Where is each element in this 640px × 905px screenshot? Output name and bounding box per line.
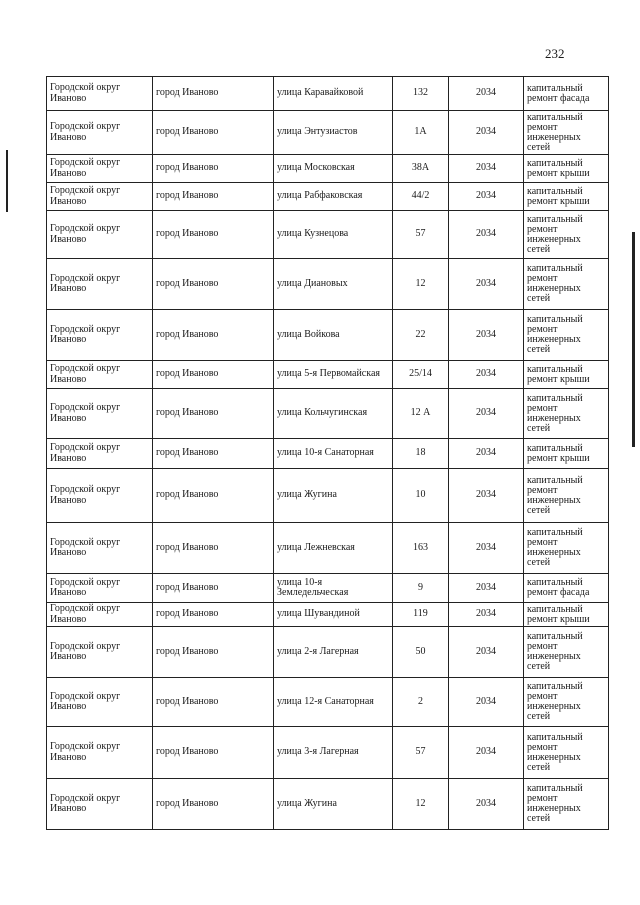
cell-city: город Иваново bbox=[153, 111, 274, 155]
cell-house: 18 bbox=[393, 439, 449, 469]
cell-house: 25/14 bbox=[393, 361, 449, 389]
table-row bbox=[47, 211, 609, 259]
cell-year: 2034 bbox=[449, 469, 524, 523]
cell-work: капитальный ремонт инженерных сетей bbox=[524, 469, 609, 523]
cell-year: 2034 bbox=[449, 678, 524, 727]
cell-district: Городской округ Иваново bbox=[47, 77, 153, 111]
cell-street: улица Энтузиастов bbox=[274, 111, 393, 155]
cell-city: город Иваново bbox=[153, 678, 274, 727]
table-row bbox=[47, 155, 609, 183]
cell-work: капитальный ремонт фасада bbox=[524, 77, 609, 111]
cell-district: Городской округ Иваново bbox=[47, 574, 153, 603]
cell-street: улица Кольчугинская bbox=[274, 389, 393, 439]
cell-district: Городской округ Иваново bbox=[47, 439, 153, 469]
cell-work: капитальный ремонт крыши bbox=[524, 361, 609, 389]
cell-city: город Иваново bbox=[153, 155, 274, 183]
cell-district: Городской округ Иваново bbox=[47, 727, 153, 779]
cell-year: 2034 bbox=[449, 779, 524, 830]
cell-street: улица 10-я Земледельческая bbox=[274, 574, 393, 603]
table-body bbox=[47, 77, 609, 830]
table-row bbox=[47, 779, 609, 830]
cell-house: 9 bbox=[393, 574, 449, 603]
cell-work: капитальный ремонт инженерных сетей bbox=[524, 523, 609, 574]
table-row bbox=[47, 603, 609, 627]
repair-schedule-table bbox=[46, 76, 609, 830]
table-row bbox=[47, 469, 609, 523]
cell-house: 44/2 bbox=[393, 183, 449, 211]
table-row bbox=[47, 259, 609, 310]
cell-district: Городской округ Иваново bbox=[47, 389, 153, 439]
table-row bbox=[47, 77, 609, 111]
cell-city: город Иваново bbox=[153, 439, 274, 469]
cell-house: 12 А bbox=[393, 389, 449, 439]
cell-year: 2034 bbox=[449, 310, 524, 361]
cell-city: город Иваново bbox=[153, 259, 274, 310]
cell-work: капитальный ремонт инженерных сетей bbox=[524, 211, 609, 259]
cell-work: капитальный ремонт инженерных сетей bbox=[524, 627, 609, 678]
cell-district: Городской округ Иваново bbox=[47, 361, 153, 389]
cell-year: 2034 bbox=[449, 211, 524, 259]
cell-street: улица Каравайковой bbox=[274, 77, 393, 111]
cell-year: 2034 bbox=[449, 523, 524, 574]
cell-work: капитальный ремонт инженерных сетей bbox=[524, 779, 609, 830]
cell-year: 2034 bbox=[449, 111, 524, 155]
cell-city: город Иваново bbox=[153, 469, 274, 523]
cell-house: 22 bbox=[393, 310, 449, 361]
cell-district: Городской округ Иваново bbox=[47, 779, 153, 830]
cell-house: 132 bbox=[393, 77, 449, 111]
cell-year: 2034 bbox=[449, 627, 524, 678]
cell-district: Городской округ Иваново bbox=[47, 678, 153, 727]
cell-district: Городской округ Иваново bbox=[47, 469, 153, 523]
cell-house: 12 bbox=[393, 779, 449, 830]
cell-city: город Иваново bbox=[153, 523, 274, 574]
cell-house: 12 bbox=[393, 259, 449, 310]
cell-city: город Иваново bbox=[153, 77, 274, 111]
cell-city: город Иваново bbox=[153, 310, 274, 361]
cell-house: 38А bbox=[393, 155, 449, 183]
cell-district: Городской округ Иваново bbox=[47, 211, 153, 259]
cell-city: город Иваново bbox=[153, 779, 274, 830]
cell-street: улица 2-я Лагерная bbox=[274, 627, 393, 678]
cell-district: Городской округ Иваново bbox=[47, 111, 153, 155]
cell-street: улица Шувандиной bbox=[274, 603, 393, 627]
cell-city: город Иваново bbox=[153, 211, 274, 259]
cell-house: 10 bbox=[393, 469, 449, 523]
cell-house: 163 bbox=[393, 523, 449, 574]
cell-street: улица Лежневская bbox=[274, 523, 393, 574]
cell-work: капитальный ремонт фасада bbox=[524, 574, 609, 603]
cell-work: капитальный ремонт инженерных сетей bbox=[524, 727, 609, 779]
cell-street: улица Кузнецова bbox=[274, 211, 393, 259]
cell-house: 57 bbox=[393, 211, 449, 259]
table-row bbox=[47, 310, 609, 361]
cell-year: 2034 bbox=[449, 389, 524, 439]
table-row bbox=[47, 727, 609, 779]
scan-mark-right bbox=[632, 232, 635, 447]
table-row bbox=[47, 111, 609, 155]
cell-work: капитальный ремонт крыши bbox=[524, 603, 609, 627]
cell-district: Городской округ Иваново bbox=[47, 310, 153, 361]
cell-street: улица Диановых bbox=[274, 259, 393, 310]
cell-city: город Иваново bbox=[153, 603, 274, 627]
cell-work: капитальный ремонт крыши bbox=[524, 155, 609, 183]
table-row bbox=[47, 439, 609, 469]
cell-house: 119 bbox=[393, 603, 449, 627]
cell-work: капитальный ремонт инженерных сетей bbox=[524, 389, 609, 439]
scan-mark-left bbox=[6, 150, 8, 212]
cell-city: город Иваново bbox=[153, 389, 274, 439]
cell-year: 2034 bbox=[449, 183, 524, 211]
cell-city: город Иваново bbox=[153, 627, 274, 678]
cell-house: 57 bbox=[393, 727, 449, 779]
table-row bbox=[47, 389, 609, 439]
cell-house: 50 bbox=[393, 627, 449, 678]
cell-city: город Иваново bbox=[153, 574, 274, 603]
cell-work: капитальный ремонт крыши bbox=[524, 183, 609, 211]
cell-year: 2034 bbox=[449, 574, 524, 603]
cell-work: капитальный ремонт инженерных сетей bbox=[524, 111, 609, 155]
cell-district: Городской округ Иваново bbox=[47, 155, 153, 183]
table-row bbox=[47, 574, 609, 603]
cell-year: 2034 bbox=[449, 155, 524, 183]
cell-district: Городской округ Иваново bbox=[47, 603, 153, 627]
cell-district: Городской округ Иваново bbox=[47, 523, 153, 574]
cell-street: улица Жугина bbox=[274, 469, 393, 523]
cell-street: улица 3-я Лагерная bbox=[274, 727, 393, 779]
cell-work: капитальный ремонт инженерных сетей bbox=[524, 678, 609, 727]
cell-street: улица Рабфаковская bbox=[274, 183, 393, 211]
cell-year: 2034 bbox=[449, 77, 524, 111]
page-number: 232 bbox=[545, 46, 565, 61]
cell-district: Городской округ Иваново bbox=[47, 183, 153, 211]
cell-work: капитальный ремонт крыши bbox=[524, 439, 609, 469]
cell-year: 2034 bbox=[449, 361, 524, 389]
cell-year: 2034 bbox=[449, 439, 524, 469]
cell-year: 2034 bbox=[449, 603, 524, 627]
table-row bbox=[47, 627, 609, 678]
cell-work: капитальный ремонт инженерных сетей bbox=[524, 310, 609, 361]
cell-street: улица 5-я Первомайская bbox=[274, 361, 393, 389]
cell-district: Городской округ Иваново bbox=[47, 627, 153, 678]
cell-street: улица Московская bbox=[274, 155, 393, 183]
cell-year: 2034 bbox=[449, 727, 524, 779]
cell-work: капитальный ремонт инженерных сетей bbox=[524, 259, 609, 310]
cell-city: город Иваново bbox=[153, 727, 274, 779]
cell-city: город Иваново bbox=[153, 183, 274, 211]
cell-house: 1А bbox=[393, 111, 449, 155]
table-row bbox=[47, 678, 609, 727]
cell-street: улица 12-я Санаторная bbox=[274, 678, 393, 727]
cell-district: Городской округ Иваново bbox=[47, 259, 153, 310]
table-row bbox=[47, 361, 609, 389]
cell-year: 2034 bbox=[449, 259, 524, 310]
table-row bbox=[47, 183, 609, 211]
cell-street: улица Жугина bbox=[274, 779, 393, 830]
cell-house: 2 bbox=[393, 678, 449, 727]
cell-street: улица Войкова bbox=[274, 310, 393, 361]
table-row bbox=[47, 523, 609, 574]
cell-street: улица 10-я Санаторная bbox=[274, 439, 393, 469]
cell-city: город Иваново bbox=[153, 361, 274, 389]
